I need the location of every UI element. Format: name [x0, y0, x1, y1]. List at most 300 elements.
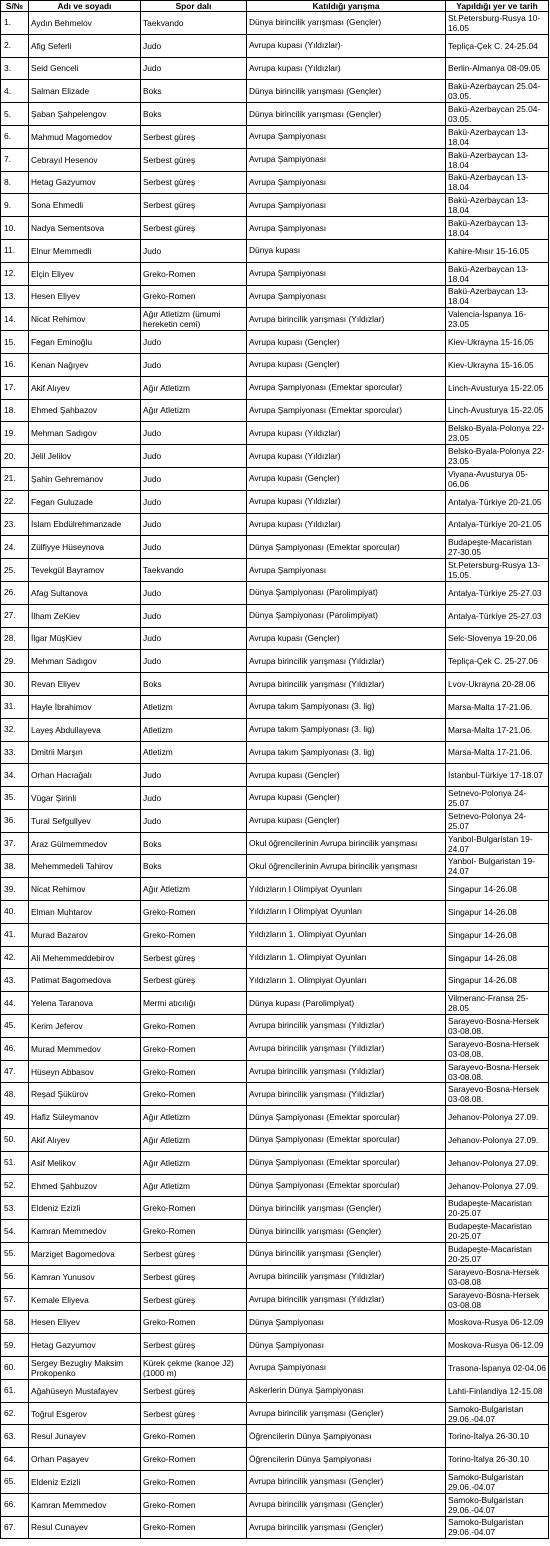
cell-place-date: Budapeşte-Macaristan 20-25.07: [446, 1220, 549, 1243]
cell-place-date: Sarayevo-Bosna-Hersek 03-08.08.: [446, 1037, 549, 1060]
cell-sport: Atletizm: [141, 741, 247, 764]
cell-place-date: Setnevo-Polonya 24-25.07: [446, 809, 549, 832]
cell-event: Avrupa kupası (Gençler): [247, 787, 446, 810]
cell-event: Yıldızların I Olimpiyat Oyunları: [247, 901, 446, 924]
cell-event: Dünya Şampiyonası (Emektar sporcular): [247, 536, 446, 559]
cell-sport: Greko-Romen: [141, 262, 247, 285]
cell-event: Avrupa birincilik yarışması (Yıldızlar): [247, 1015, 446, 1038]
cell-sport: Greko-Romen: [141, 1220, 247, 1243]
cell-place-date: Marsa-Malta 17-21.06.: [446, 718, 549, 741]
cell-number: 28.: [1, 627, 29, 650]
cell-sport: Judo: [141, 57, 247, 80]
cell-sport: Boks: [141, 855, 247, 878]
cell-sport: Ağır Atletizm: [141, 1106, 247, 1129]
cell-place-date: Jehanov-Polonya 27.09.: [446, 1129, 549, 1152]
cell-number: 34.: [1, 764, 29, 787]
cell-name: Hesen Eliyev: [29, 285, 141, 308]
cell-place-date: Tepliça-Çek C. 25-27.06: [446, 650, 549, 673]
cell-name: Hayle İbrahimov: [29, 695, 141, 718]
cell-number: 24.: [1, 536, 29, 559]
cell-place-date: Singapur 14-26.08: [446, 878, 549, 901]
cell-number: 22.: [1, 490, 29, 513]
cell-event: Avrupa Şampiyonası: [247, 559, 446, 582]
cell-place-date: St.Petersburg-Rusya 13-15.05.: [446, 559, 549, 582]
cell-place-date: Lahti-Finlandiya 12-15.08: [446, 1379, 549, 1402]
cell-place-date: Samoko-Bulgaristan 29.06.-04.07: [446, 1493, 549, 1516]
table-row: [1, 1288, 549, 1311]
cell-number: 46.: [1, 1037, 29, 1060]
table-row: [1, 1243, 549, 1266]
table-row: [1, 57, 549, 80]
cell-sport: Judo: [141, 353, 247, 376]
table-row: [1, 1493, 549, 1516]
cell-place-date: Valencia-İspanya 16-23.05: [446, 308, 549, 331]
cell-sport: Judo: [141, 809, 247, 832]
cell-number: 23.: [1, 513, 29, 536]
cell-sport: Judo: [141, 490, 247, 513]
cell-sport: Greko-Romen: [141, 1448, 247, 1471]
cell-sport: Greko-Romen: [141, 285, 247, 308]
cell-name: Ali Mehemmeddebirov: [29, 946, 141, 969]
cell-number: 55.: [1, 1243, 29, 1266]
cell-place-date: Bakü-Azerbaycan 13-18.04: [446, 125, 549, 148]
cell-name: İslam Ebdülrehmanzade: [29, 513, 141, 536]
cell-name: Nadya Sementsova: [29, 217, 141, 240]
cell-event: Dünya birincilik yarışması (Gençler): [247, 1197, 446, 1220]
table-row: [1, 1060, 549, 1083]
cell-place-date: Yanbol-Bulgaristan 19-24.07: [446, 832, 549, 855]
cell-event: Avrupa kupası (Gençler): [247, 467, 446, 490]
cell-event: Avrupa Şampiyonası: [247, 125, 446, 148]
cell-place-date: Bakü-Azerbaycan 25.04-03.05.: [446, 103, 549, 126]
table-row: [1, 1448, 549, 1471]
cell-event: Avrupa kupası (Yıldızlar): [247, 490, 446, 513]
cell-number: 9.: [1, 194, 29, 217]
cell-sport: Greko-Romen: [141, 1083, 247, 1106]
cell-place-date: Singapur 14-26.08: [446, 946, 549, 969]
cell-event: Dünya Şampiyonası: [247, 1334, 446, 1357]
cell-number: 33.: [1, 741, 29, 764]
table-row: [1, 148, 549, 171]
cell-sport: Greko-Romen: [141, 923, 247, 946]
table-row: [1, 650, 549, 673]
cell-name: Kemale Eliyeva: [29, 1288, 141, 1311]
cell-sport: Greko-Romen: [141, 1197, 247, 1220]
cell-number: 57.: [1, 1288, 29, 1311]
cell-number: 12.: [1, 262, 29, 285]
cell-sport: Judo: [141, 764, 247, 787]
cell-name: Tevekgül Bayramov: [29, 559, 141, 582]
table-row: [1, 695, 549, 718]
cell-event: Avrupa Şampiyonası: [247, 171, 446, 194]
cell-sport: Serbest güreş: [141, 1243, 247, 1266]
cell-sport: Greko-Romen: [141, 1015, 247, 1038]
cell-number: 29.: [1, 650, 29, 673]
cell-event: Okul öğrencilerinin Avrupa birincilik yarışması: [247, 855, 446, 878]
cell-event: Avrupa birincilik yarışması (Gençler): [247, 1493, 446, 1516]
table-row: [1, 1197, 549, 1220]
cell-number: 49.: [1, 1106, 29, 1129]
cell-sport: Serbest güreş: [141, 1265, 247, 1288]
cell-number: 41.: [1, 923, 29, 946]
cell-name: Sergey Bezuglıy Maksim Prokopenko: [29, 1357, 141, 1380]
cell-sport: Judo: [141, 331, 247, 354]
cell-place-date: Trasona-İspanya 02-04.06: [446, 1357, 549, 1380]
cell-name: Hesen Eliyev: [29, 1311, 141, 1334]
header-name: Adı ve soyadı: [29, 1, 141, 12]
cell-number: 32.: [1, 718, 29, 741]
cell-event: Avrupa takım Şampiyonası (3. lig): [247, 695, 446, 718]
cell-event: Avrupa kupası (Gençler): [247, 809, 446, 832]
cell-event: Dünya Şampiyonası (Emektar sporcular): [247, 1106, 446, 1129]
cell-name: Patimat Bagomedova: [29, 969, 141, 992]
cell-name: Nicat Rehimov: [29, 878, 141, 901]
table-row: [1, 992, 549, 1015]
cell-event: Avrupa takım Şampiyonası (3. lig): [247, 741, 446, 764]
cell-number: 16.: [1, 353, 29, 376]
cell-event: Avrupa kupası (Yıldızlar)·: [247, 34, 446, 57]
cell-place-date: Bakü-Azerbaycan 13-18.04: [446, 171, 549, 194]
cell-number: 31.: [1, 695, 29, 718]
cell-name: Şaban Şahpelengov: [29, 103, 141, 126]
cell-name: Akif Alıyev: [29, 1129, 141, 1152]
cell-sport: Mermi atıcılığı: [141, 992, 247, 1015]
cell-event: Okul öğrencilerinin Avrupa birincilik yarışması: [247, 832, 446, 855]
cell-number: 64.: [1, 1448, 29, 1471]
table-row: [1, 627, 549, 650]
cell-sport: Serbest güreş: [141, 125, 247, 148]
cell-name: Afig Seferli: [29, 34, 141, 57]
cell-number: 21.: [1, 467, 29, 490]
cell-sport: Judo: [141, 650, 247, 673]
cell-number: 61.: [1, 1379, 29, 1402]
cell-name: Mahmud Magomedov: [29, 125, 141, 148]
cell-event: Dünya birincilik yarışması (Gençler): [247, 12, 446, 35]
cell-sport: Greko-Romen: [141, 1311, 247, 1334]
table-row: [1, 262, 549, 285]
table-row: [1, 353, 549, 376]
cell-name: Afag Sultanova: [29, 581, 141, 604]
cell-event: Yıldızların 1. Olimpiyat Oyunları: [247, 946, 446, 969]
cell-event: Avrupa birincilik yarışması (Yıldızlar): [247, 1037, 446, 1060]
cell-place-date: Bakü-Azerbaycan 13-18.04: [446, 148, 549, 171]
cell-sport: Greko-Romen: [141, 1425, 247, 1448]
cell-number: 15.: [1, 331, 29, 354]
cell-place-date: Samoko-Bulgaristan 29.06.-04.07: [446, 1516, 549, 1539]
cell-name: Akif Alıyev: [29, 376, 141, 399]
table-row: [1, 376, 549, 399]
table-body: [1, 12, 549, 1539]
table-row: [1, 923, 549, 946]
cell-place-date: Sarayevo-Bosna-Hersek 03-08.08.: [446, 1060, 549, 1083]
cell-event: Öğrencilerin Dünya Şampiyonası: [247, 1448, 446, 1471]
cell-name: Vügar Şirinli: [29, 787, 141, 810]
cell-sport: Greko-Romen: [141, 1493, 247, 1516]
cell-sport: Taekvando: [141, 12, 247, 35]
table-row: [1, 1311, 549, 1334]
cell-number: 54.: [1, 1220, 29, 1243]
cell-place-date: Linch-Avusturya 15-22.05: [446, 399, 549, 422]
cell-sport: Serbest güreş: [141, 1288, 247, 1311]
cell-name: Eldeniz Ezizli: [29, 1471, 141, 1494]
cell-place-date: Torino-İtalya 26-30.10: [446, 1425, 549, 1448]
cell-name: Revan Eliyev: [29, 673, 141, 696]
table-row: [1, 1402, 549, 1425]
cell-place-date: Yanbol- Bulgaristan 19-24.07: [446, 855, 549, 878]
cell-name: Tural Sefgullyev: [29, 809, 141, 832]
cell-sport: Serbest güreş: [141, 194, 247, 217]
cell-sport: Greko-Romen: [141, 1516, 247, 1539]
cell-sport: Judo: [141, 627, 247, 650]
cell-event: Avrupa birincilik yarışması (Yıldızlar): [247, 1060, 446, 1083]
cell-name: Yelena Taranova: [29, 992, 141, 1015]
cell-place-date: Sarayevo-Bosna-Hersek 03-08.08: [446, 1288, 549, 1311]
table-row: [1, 1220, 549, 1243]
cell-event: Avrupa kupası (Yıldızlar): [247, 422, 446, 445]
table-row: [1, 878, 549, 901]
cell-number: 26.: [1, 581, 29, 604]
table-row: [1, 1015, 549, 1038]
table-row: [1, 194, 549, 217]
table-row: [1, 445, 549, 468]
cell-place-date: Budapeşte-Macaristan 20-25.07: [446, 1243, 549, 1266]
header-row: [1, 1, 549, 12]
cell-number: 3.: [1, 57, 29, 80]
cell-place-date: Berlin-Almanya 08-09.05: [446, 57, 549, 80]
table-row: [1, 1037, 549, 1060]
header-place-date: Yapıldığı yer ve tarih: [446, 1, 549, 12]
cell-sport: Judo: [141, 513, 247, 536]
table-row: [1, 422, 549, 445]
cell-sport: Judo: [141, 239, 247, 262]
cell-sport: Greko-Romen: [141, 901, 247, 924]
table-row: [1, 901, 549, 924]
table-row: [1, 1083, 549, 1106]
table-row: [1, 581, 549, 604]
cell-sport: Boks: [141, 832, 247, 855]
cell-name: Layeş Abdullayeva: [29, 718, 141, 741]
cell-sport: Greko-Romen: [141, 1471, 247, 1494]
cell-name: Murad Memmedov: [29, 1037, 141, 1060]
cell-sport: Judo: [141, 787, 247, 810]
cell-place-date: Jehanov-Polonya 27.09.: [446, 1106, 549, 1129]
cell-name: Mehman Sadıgov: [29, 650, 141, 673]
cell-name: Resul Junayev: [29, 1425, 141, 1448]
cell-event: Avrupa birincilik yarışması (Yıldızlar): [247, 673, 446, 696]
cell-number: 18.: [1, 399, 29, 422]
cell-event: Avrupa kupası (Gençler): [247, 353, 446, 376]
cell-event: Avrupa kupası (Gençler): [247, 764, 446, 787]
table-row: [1, 308, 549, 331]
cell-place-date: Sarayevo-Bosna-Hersek 03-08.08.: [446, 1015, 549, 1038]
cell-sport: Ağır Atletizm: [141, 1129, 247, 1152]
cell-sport: Serbest güreş: [141, 1379, 247, 1402]
table-row: [1, 969, 549, 992]
cell-name: Kenan Nağıyev: [29, 353, 141, 376]
cell-event: Dünya birincilik yarışması (Gençler): [247, 103, 446, 126]
cell-number: 43.: [1, 969, 29, 992]
cell-place-date: Antalya-Türkiye 25-27.03: [446, 581, 549, 604]
table-row: [1, 1516, 549, 1539]
cell-event: Avrupa Şampiyonası (Emektar sporcular): [247, 376, 446, 399]
cell-sport: Judo: [141, 604, 247, 627]
cell-name: Eldeniz Ezizli: [29, 1197, 141, 1220]
cell-number: 40.: [1, 901, 29, 924]
cell-event: Dünya kupası (Parolimpiyat): [247, 992, 446, 1015]
table-row: [1, 1471, 549, 1494]
cell-sport: Boks: [141, 673, 247, 696]
cell-place-date: Viyana-Avusturya 05-06.06: [446, 467, 549, 490]
cell-event: Avrupa Şampiyonası: [247, 1357, 446, 1380]
cell-number: 19.: [1, 422, 29, 445]
cell-event: Dünya Şampiyonası: [247, 1311, 446, 1334]
cell-name: Orhan Paşayev: [29, 1448, 141, 1471]
cell-place-date: Torino-İtalya 26-30.10: [446, 1448, 549, 1471]
cell-event: Yıldızların I Olimpiyat Oyunları: [247, 878, 446, 901]
cell-sport: Ağır Atletizm: [141, 1151, 247, 1174]
cell-event: Avrupa Şampiyonası: [247, 194, 446, 217]
cell-place-date: Jehanov-Polonya 27.09.: [446, 1174, 549, 1197]
cell-event: Dünya birincilik yarışması (Gençler): [247, 1220, 446, 1243]
table-row: [1, 855, 549, 878]
cell-number: 56.: [1, 1265, 29, 1288]
cell-number: 36.: [1, 809, 29, 832]
cell-number: 60.: [1, 1357, 29, 1380]
cell-event: Dünya Şampiyonası (Emektar sporcular): [247, 1174, 446, 1197]
table-row: [1, 125, 549, 148]
cell-name: Hüseyn Abbasov: [29, 1060, 141, 1083]
header-number: S/№: [1, 1, 29, 12]
cell-place-date: Singapur 14-26.08: [446, 923, 549, 946]
cell-place-date: Bakü-Azerbaycan 13-18.04: [446, 194, 549, 217]
cell-place-date: Linch-Avusturya 15-22.05: [446, 376, 549, 399]
cell-number: 37.: [1, 832, 29, 855]
cell-place-date: Kiev-Ukrayna 15-16.05: [446, 331, 549, 354]
table-row: [1, 239, 549, 262]
cell-number: 44.: [1, 992, 29, 1015]
cell-event: Avrupa kupası (Yıldızlar): [247, 57, 446, 80]
cell-place-date: Samoko-Bulgaristan 29.06.-04.07: [446, 1402, 549, 1425]
cell-sport: Greko-Romen: [141, 1037, 247, 1060]
cell-name: Elman Muhtarov: [29, 901, 141, 924]
cell-place-date: İstanbul-Türkiye 17-18.07: [446, 764, 549, 787]
cell-name: Jelil Jelilov: [29, 445, 141, 468]
cell-name: İlham ZeKiev: [29, 604, 141, 627]
header-event: Katıldığı yarışma: [247, 1, 446, 12]
table-row: [1, 946, 549, 969]
table-row: [1, 1265, 549, 1288]
cell-name: Zülfiyye Hüseynova: [29, 536, 141, 559]
cell-name: Resul Cunayev: [29, 1516, 141, 1539]
cell-sport: Ağır Atletizm: [141, 878, 247, 901]
cell-name: Reşad Şükürov: [29, 1083, 141, 1106]
cell-event: Avrupa Şampiyonası: [247, 285, 446, 308]
cell-name: Salman Elizade: [29, 80, 141, 103]
table-row: [1, 34, 549, 57]
cell-number: 7.: [1, 148, 29, 171]
header-sport: Spor dalı: [141, 1, 247, 12]
cell-name: Mehman Sadıgov: [29, 422, 141, 445]
cell-event: Öğrencilerin Dünya Şampiyonası: [247, 1425, 446, 1448]
cell-place-date: Moskova-Rusya 06-12.09: [446, 1334, 549, 1357]
table-row: [1, 832, 549, 855]
table-row: [1, 171, 549, 194]
cell-event: Avrupa birincilik yarışması (Gençler): [247, 1402, 446, 1425]
cell-name: Nicat Rehimov: [29, 308, 141, 331]
cell-event: Yıldızların 1. Olimpiyat Oyunları: [247, 969, 446, 992]
cell-number: 39.: [1, 878, 29, 901]
cell-name: Hetag Gazyumov: [29, 1334, 141, 1357]
cell-sport: Atletizm: [141, 695, 247, 718]
cell-event: Avrupa Şampiyonası: [247, 148, 446, 171]
table-row: [1, 12, 549, 35]
cell-sport: Judo: [141, 422, 247, 445]
cell-name: Elçin Eliyev: [29, 262, 141, 285]
table-row: [1, 718, 549, 741]
cell-event: Avrupa birincilik yarışması (Yıldızlar): [247, 650, 446, 673]
cell-event: Dünya Şampiyonası (Emektar sporcular): [247, 1129, 446, 1152]
cell-place-date: Bakü-Azerbaycan 13-18.04: [446, 285, 549, 308]
cell-name: Elnur Memmedli: [29, 239, 141, 262]
cell-name: Aydın Behmelov: [29, 12, 141, 35]
cell-name: Asif Melikov: [29, 1151, 141, 1174]
table-row: [1, 1174, 549, 1197]
cell-place-date: Marsa-Malta 17-21.06.: [446, 695, 549, 718]
cell-event: Avrupa takım Şampiyonası (3. lig): [247, 718, 446, 741]
cell-number: 47.: [1, 1060, 29, 1083]
cell-number: 58.: [1, 1311, 29, 1334]
table-row: [1, 604, 549, 627]
cell-name: Ehmed Şahbuzov: [29, 1174, 141, 1197]
cell-number: 62.: [1, 1402, 29, 1425]
cell-number: 38.: [1, 855, 29, 878]
cell-sport: Boks: [141, 80, 247, 103]
table-row: [1, 764, 549, 787]
table-row: [1, 103, 549, 126]
cell-event: Askerlerin Dünya Şampiyonası: [247, 1379, 446, 1402]
cell-name: Dmitrii Marşın: [29, 741, 141, 764]
cell-event: Avrupa Şampiyonası (Emektar sporcular): [247, 399, 446, 422]
cell-sport: Judo: [141, 536, 247, 559]
cell-place-date: Jehanov-Polonya 27.09.: [446, 1151, 549, 1174]
cell-number: 52.: [1, 1174, 29, 1197]
table-row: [1, 559, 549, 582]
cell-name: İlgar MüşKiev: [29, 627, 141, 650]
cell-number: 67.: [1, 1516, 29, 1539]
cell-place-date: Budapeşte-Macaristan 27-30.05: [446, 536, 549, 559]
cell-number: 1.: [1, 12, 29, 35]
cell-name: Fegan Eminoğlu: [29, 331, 141, 354]
cell-name: Seid Genceli: [29, 57, 141, 80]
cell-name: Murad Bazarov: [29, 923, 141, 946]
cell-number: 53.: [1, 1197, 29, 1220]
cell-name: Cebrayıl Hesenov: [29, 148, 141, 171]
cell-name: Kamran Memmedov: [29, 1493, 141, 1516]
cell-event: Avrupa birincilik yarışması (Yıldızlar): [247, 308, 446, 331]
table-row: [1, 809, 549, 832]
cell-sport: Judo: [141, 467, 247, 490]
table-row: [1, 399, 549, 422]
cell-number: 42.: [1, 946, 29, 969]
cell-event: Dünya Şampiyonası (Emektar sporcular): [247, 1151, 446, 1174]
cell-event: Yıldızların 1. Olimpiyat Oyunları: [247, 923, 446, 946]
cell-event: Avrupa kupası (Yıldızlar): [247, 513, 446, 536]
cell-sport: Ağır Atletizm: [141, 399, 247, 422]
cell-sport: Judo: [141, 34, 247, 57]
cell-number: 59.: [1, 1334, 29, 1357]
cell-name: Hafiz Süleymanov: [29, 1106, 141, 1129]
cell-number: 35.: [1, 787, 29, 810]
